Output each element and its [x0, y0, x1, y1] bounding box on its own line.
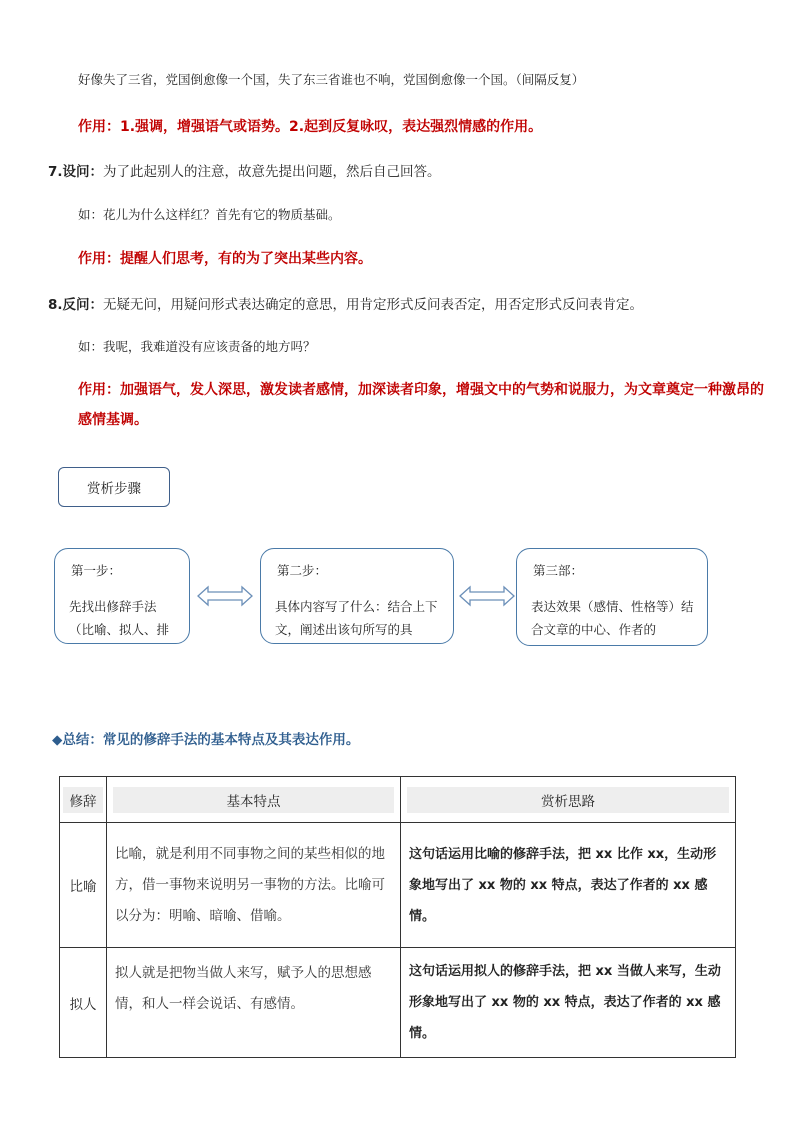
rhetoric-name: 拟人 — [60, 948, 107, 1058]
effect-rhetorical-question: 作用：加强语气，发人深思，激发读者感情，加深读者印象，增强文中的气势和说服力，为文章奠定一种激昂的感情基调。 — [78, 382, 764, 428]
header-cell: 赏析思路 — [401, 777, 736, 823]
summary-heading: ◆总结：常见的修辞手法的基本特点及其表达作用。 — [52, 732, 360, 748]
effect-rhetorical-qa: 作用：提醒人们思考，有的为了突出某些内容。 — [78, 251, 372, 267]
definition-text: 为了此起别人的注意，故意先提出问题，然后自己回答。 — [103, 164, 441, 180]
step-text: 具体内容写了什么：结合上下文，阐述出该句所写的具 — [275, 599, 438, 637]
step-title: 第三部： — [533, 563, 584, 578]
double-arrow-icon — [196, 584, 254, 608]
effect-repetition: 作用：1.强调，增强语气或语势。2.起到反复咏叹，表达强烈情感的作用。 — [78, 119, 543, 135]
definition-label: 7.设问： — [48, 164, 104, 180]
step-box-1 — [54, 548, 190, 644]
example-repetition: 好像失了三省，党国倒愈像一个国，失了东三省谁也不响，党国倒愈像一个国。（间隔反复） — [78, 72, 585, 87]
step-text: 表达效果（感情、性格等）结合文章的中心、作者的 — [531, 599, 694, 637]
double-arrow-icon — [458, 584, 516, 608]
definition-rhetorical-question — [48, 293, 643, 313]
rhetoric-name: 比喻 — [60, 823, 107, 948]
table-row — [60, 823, 736, 948]
step-box-3 — [516, 548, 708, 646]
header-cell: 基本特点 — [107, 777, 401, 823]
rhetoric-analysis: 这句话运用比喻的修辞手法，把 xx 比作 xx，生动形象地写出了 xx 物的 xx 特点，表达了作者的 xx 感情。 — [401, 823, 736, 948]
definition-rhetorical-qa — [48, 160, 441, 180]
table-header-row — [60, 777, 736, 823]
appreciation-steps-label: 赏析步骤 — [58, 467, 170, 507]
rhetoric-feature: 拟人就是把物当做人来写，赋予人的思想感情，和人一样会说话、有感情。 — [107, 948, 401, 1058]
step-title: 第二步： — [277, 563, 328, 578]
rhetoric-analysis: 这句话运用拟人的修辞手法，把 xx 当做人来写，生动形象地写出了 xx 物的 xx 特点，表达了作者的 xx 感情。 — [401, 948, 736, 1058]
step-title: 第一步： — [71, 563, 122, 578]
example-rhetorical-qa: 如：花儿为什么这样红？首先有它的物质基础。 — [78, 207, 341, 222]
definition-label: 8.反问： — [48, 297, 104, 313]
rhetoric-table — [59, 776, 736, 1058]
header-cell: 修辞 — [60, 777, 107, 823]
step-box-2 — [260, 548, 454, 644]
rhetoric-feature: 比喻，就是利用不同事物之间的某些相似的地方，借一事物来说明另一事物的方法。比喻可以分为：明喻、暗喻、借喻。 — [107, 823, 401, 948]
step-text: 先找出修辞手法（比喻、拟人、排 — [69, 599, 170, 637]
table-row — [60, 948, 736, 1058]
definition-text: 无疑无问，用疑问形式表达确定的意思，用肯定形式反问表否定，用否定形式反问表肯定。 — [103, 297, 644, 313]
example-rhetorical-question: 如：我呢，我难道没有应该责备的地方吗？ — [78, 339, 316, 354]
